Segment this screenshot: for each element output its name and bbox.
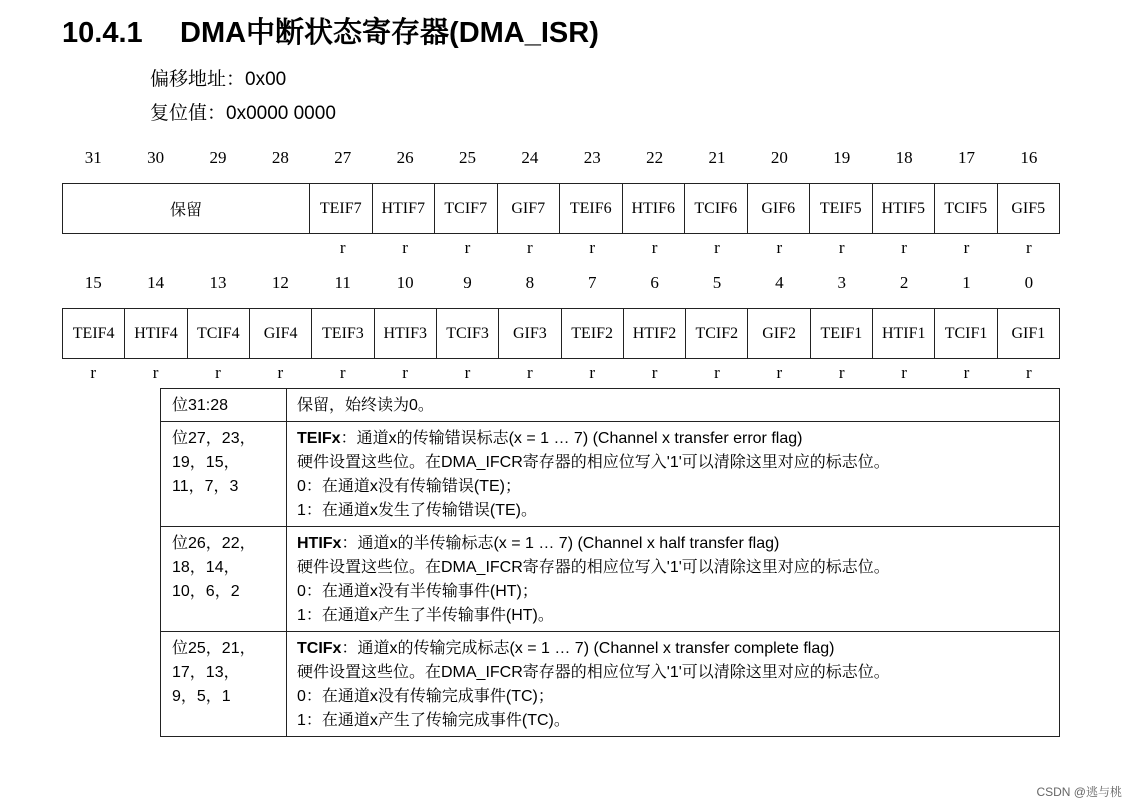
description-line: 硬件设置这些位。在DMA_IFCR寄存器的相应位写入'1'可以清除这里对应的标志位。 <box>297 664 890 681</box>
register-field: GIF3 <box>499 309 561 358</box>
register-field: TEIF4 <box>63 309 125 358</box>
register-field: TEIF5 <box>810 184 873 233</box>
register-field: TEIF3 <box>312 309 374 358</box>
bit-number: 4 <box>775 273 784 292</box>
description-row <box>161 422 1060 527</box>
bit-numbers-high <box>62 148 1060 168</box>
bit-range-line: 9，5，1 <box>172 688 231 705</box>
bit-description <box>287 632 1060 737</box>
access-type: r <box>402 238 408 257</box>
description-line: 硬件设置这些位。在DMA_IFCR寄存器的相应位写入'1'可以清除这里对应的标志位。 <box>297 559 890 576</box>
access-type: r <box>464 363 471 382</box>
bit-number: 15 <box>84 273 102 292</box>
access-type: r <box>776 363 783 382</box>
bit-number: 19 <box>833 148 851 167</box>
access-type: r <box>339 363 346 382</box>
offset-address: 偏移地址：0x00 <box>150 69 287 90</box>
blank-cell <box>62 238 124 258</box>
bit-number: 27 <box>334 148 352 167</box>
access-type: r <box>901 363 907 382</box>
register-field: HTIF4 <box>125 309 187 358</box>
access-type: r <box>526 363 533 382</box>
description-line: 1：在通道x产生了半传输事件(HT)。 <box>297 607 554 624</box>
register-field: TCIF5 <box>935 184 998 233</box>
register-field: TCIF4 <box>188 309 250 358</box>
bit-number: 30 <box>147 148 165 167</box>
register-field: GIF2 <box>748 309 810 358</box>
register-field: GIF5 <box>1011 199 1046 217</box>
bit-number: 24 <box>521 148 539 167</box>
bit-number: 1 <box>962 273 971 292</box>
description-line: 1：在通道x发生了传输错误(TE)。 <box>297 502 538 519</box>
bit-number: 28 <box>271 148 289 167</box>
access-type: r <box>277 363 284 382</box>
register-field: HTIF5 <box>873 184 936 233</box>
bit-description <box>287 527 1060 632</box>
access-type: r <box>901 238 907 257</box>
bit-description-table <box>160 388 1060 737</box>
field-title <box>297 427 1050 451</box>
section-heading <box>62 10 599 51</box>
access-type: r <box>464 238 471 257</box>
register-field: HTIF6 <box>623 184 686 233</box>
bit-range <box>161 389 287 422</box>
bit-range-line: 17，13， <box>172 664 240 681</box>
access-type: r <box>651 363 658 382</box>
bit-number: 10 <box>396 273 414 292</box>
access-type: r <box>215 363 221 382</box>
register-field: TCIF7 <box>435 184 498 233</box>
access-type: r <box>838 363 845 382</box>
bit-number: 12 <box>271 273 289 292</box>
access-type: r <box>152 363 159 382</box>
register-field: TCIF1 <box>935 309 997 358</box>
bit-number: 25 <box>458 148 476 167</box>
blank-cell <box>187 238 249 258</box>
access-type: r <box>90 363 97 382</box>
access-type: r <box>776 238 783 257</box>
bit-number: 31 <box>84 148 102 167</box>
bit-range-line: 19，15， <box>172 454 240 471</box>
register-field: GIF7 <box>498 184 561 233</box>
register-field: HTIF1 <box>873 309 935 358</box>
bit-numbers-low <box>62 273 1060 293</box>
register-field: TCIF3 <box>437 309 499 358</box>
description-line: 0：在通道x没有传输完成事件(TC)； <box>297 688 554 705</box>
register-field: GIF1 <box>1011 324 1046 342</box>
bit-number: 6 <box>650 273 659 292</box>
bit-number: 11 <box>334 273 351 292</box>
access-type: r <box>589 238 596 257</box>
register-field: HTIF3 <box>375 309 437 358</box>
blank-cell <box>124 238 186 258</box>
access-type: r <box>1025 238 1032 257</box>
register-row-low <box>62 308 1060 359</box>
section-number: 10.4.1 <box>62 17 143 49</box>
bit-range-line: 18，14， <box>172 559 240 576</box>
bit-range-line: 位25，21， <box>172 640 256 657</box>
bit-number: 5 <box>712 273 722 292</box>
bit-number: 20 <box>770 148 788 167</box>
description-line: 保留，始终读为0。 <box>297 397 434 414</box>
register-field: TEIF2 <box>562 309 624 358</box>
bit-range <box>161 422 287 527</box>
bit-range-line: 位27，23， <box>172 430 256 447</box>
field-summary: ：通道x的传输错误标志(x = 1 … 7) (Channel x transfer error flag) <box>340 430 803 447</box>
field-summary: ：通道x的传输完成标志(x = 1 … 7) (Channel x transfer complete flag) <box>341 640 835 657</box>
section-title: DMA中断状态寄存器(DMA_ISR) <box>180 17 599 49</box>
register-field: TEIF7 <box>310 184 373 233</box>
bit-number: 7 <box>587 273 597 292</box>
access-type: r <box>963 363 970 382</box>
field-name: TCIFx <box>297 640 342 657</box>
bit-range-line: 位26，22， <box>172 535 256 552</box>
bit-number: 21 <box>708 148 726 167</box>
reserved-field: 保留 <box>63 184 310 233</box>
bit-number: 14 <box>147 273 165 292</box>
description-row <box>161 389 1060 422</box>
field-title <box>297 637 1050 661</box>
description-line: 硬件设置这些位。在DMA_IFCR寄存器的相应位写入'1'可以清除这里对应的标志位。 <box>297 454 890 471</box>
bit-range <box>161 527 287 632</box>
field-title <box>297 532 1050 556</box>
description-row <box>161 527 1060 632</box>
access-row-high <box>62 238 1060 258</box>
bit-number: 3 <box>837 273 846 292</box>
watermark: CSDN @逃与桃 <box>1036 785 1122 799</box>
bit-number: 0 <box>1024 273 1034 292</box>
field-name: TEIFx <box>297 430 341 447</box>
bit-number: 16 <box>1020 148 1038 167</box>
description-line: 0：在通道x没有传输错误(TE)； <box>297 478 522 495</box>
reset-value: 复位值：0x0000 0000 <box>150 103 336 124</box>
access-type: r <box>838 238 845 257</box>
access-type: r <box>714 363 720 382</box>
access-type: r <box>339 238 346 257</box>
bit-range <box>161 632 287 737</box>
register-field: TCIF6 <box>685 184 748 233</box>
access-type: r <box>402 363 408 382</box>
access-type: r <box>589 363 596 382</box>
bit-number: 17 <box>957 148 975 167</box>
register-field: GIF6 <box>748 184 811 233</box>
access-type: r <box>714 238 720 257</box>
description-line: 1：在通道x产生了传输完成事件(TC)。 <box>297 712 570 729</box>
access-type: r <box>651 238 658 257</box>
access-row-low <box>62 363 1060 383</box>
description-line: 0：在通道x没有半传输事件(HT)； <box>297 583 538 600</box>
bit-number: 26 <box>396 148 414 167</box>
bit-number: 2 <box>899 273 909 292</box>
bit-number: 13 <box>209 273 227 292</box>
bit-number: 8 <box>525 273 535 292</box>
register-row-high <box>62 183 1060 234</box>
register-field: TCIF2 <box>686 309 748 358</box>
register-field: GIF4 <box>250 309 312 358</box>
bit-range-line: 位31:28 <box>172 397 229 414</box>
register-field: TEIF1 <box>811 309 873 358</box>
bit-number: 22 <box>646 148 664 167</box>
description-row <box>161 632 1060 737</box>
bit-number: 9 <box>463 273 472 292</box>
register-field: TEIF6 <box>560 184 623 233</box>
register-field: HTIF7 <box>373 184 436 233</box>
bit-range-line: 11，7，3 <box>172 478 239 495</box>
field-name: HTIFx <box>297 535 342 552</box>
bit-range-line: 10，6，2 <box>172 583 240 600</box>
bit-number: 23 <box>583 148 601 167</box>
access-type: r <box>526 238 533 257</box>
access-type: r <box>1025 363 1032 382</box>
bit-number: 29 <box>209 148 227 167</box>
access-type: r <box>963 238 970 257</box>
bit-description <box>287 422 1060 527</box>
blank-cell <box>249 238 311 258</box>
register-field: HTIF2 <box>624 309 686 358</box>
field-summary: ：通道x的半传输标志(x = 1 … 7) (Channel x half transfer flag) <box>341 535 780 552</box>
bit-description <box>287 389 1060 422</box>
bit-number: 18 <box>895 148 913 167</box>
